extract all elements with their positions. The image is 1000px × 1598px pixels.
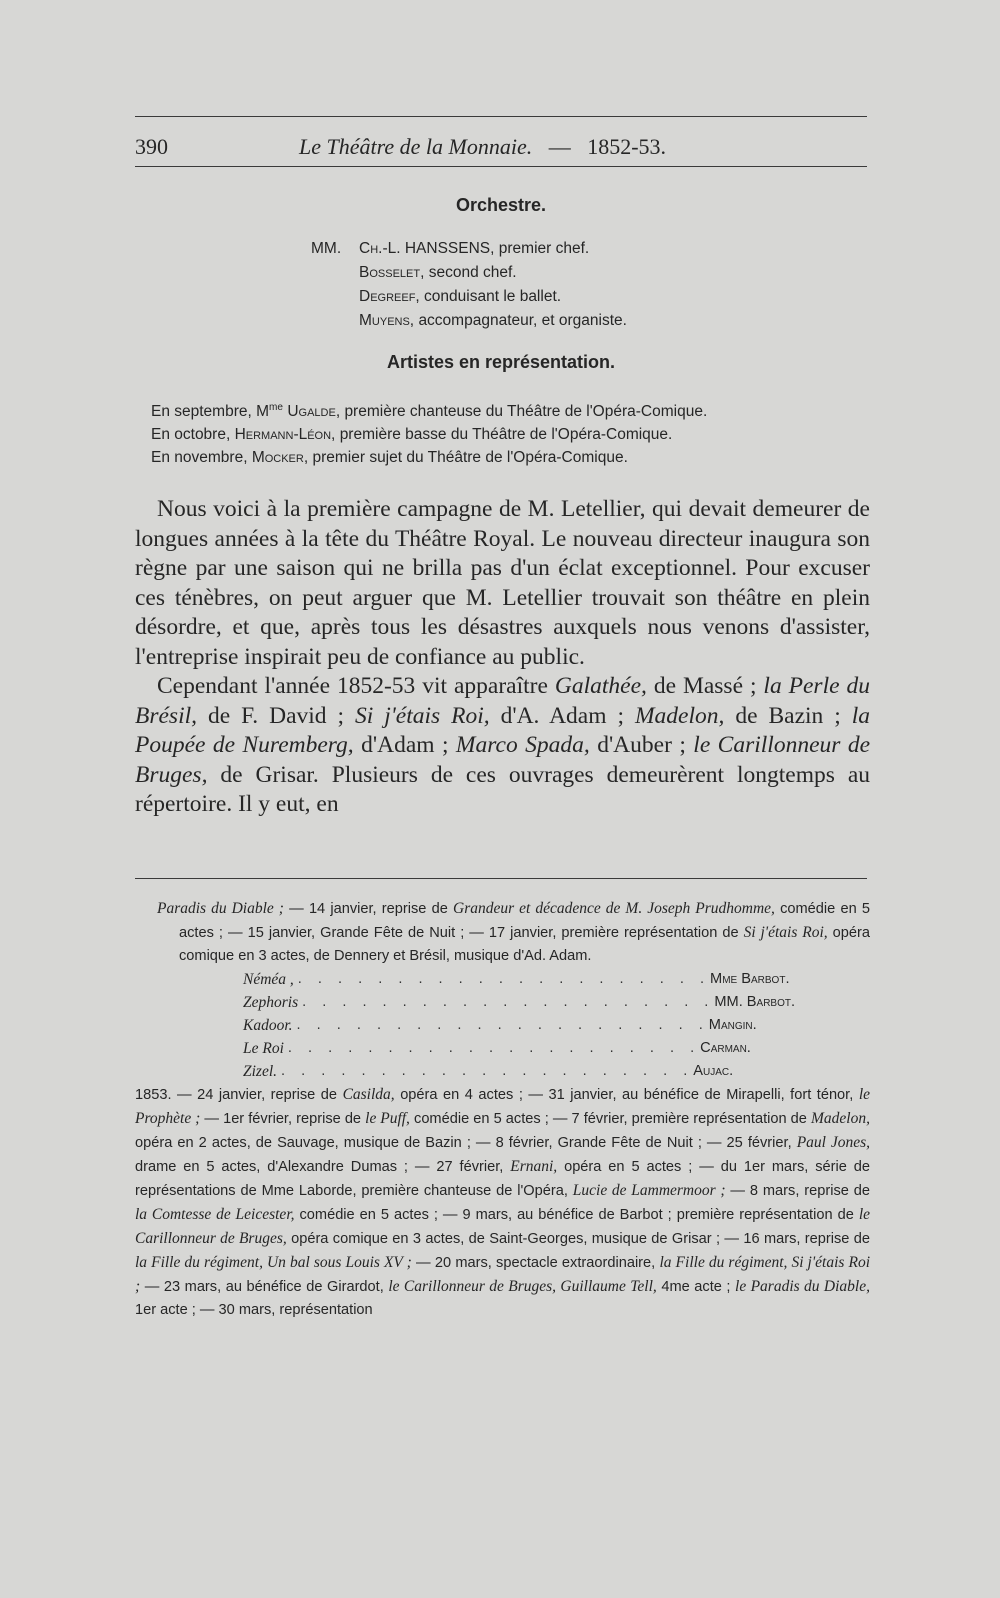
staff-name: Ch.-L.	[359, 240, 401, 257]
staff-role: second chef.	[428, 264, 517, 281]
italic-title: la Perle du Brésil,	[135, 673, 870, 729]
italic-title: la Fille du régiment, Si j'étais Roi ;	[135, 1254, 871, 1295]
cast-role: Zephoris	[243, 994, 299, 1011]
italic-title: le Prophète ;	[135, 1086, 870, 1127]
text-run: 1er acte ; — 30 mars, représentation	[135, 1302, 373, 1318]
text-run: opéra comique en 3 actes, de Saint-Georges, musique de Grisar ; — 16 mars, reprise de	[286, 1231, 870, 1247]
italic-title: Paul Jones,	[796, 1134, 870, 1151]
staff-role: premier chef.	[498, 240, 590, 257]
note-paragraph	[157, 897, 870, 968]
cast-actor: MM. Barbot.	[714, 994, 796, 1010]
staff-name-caps: HANSSENS,	[404, 240, 495, 257]
italic-title: Madelon,	[634, 702, 725, 729]
text-run: — 8 mars, reprise de	[725, 1183, 870, 1199]
text-run: 4me acte ;	[656, 1279, 736, 1295]
notes-rule	[135, 878, 867, 879]
italic-title: Galathée,	[554, 673, 647, 699]
italic-title: le Carillonneur de Bruges,	[135, 732, 871, 788]
cast-actor: Mme Barbot.	[710, 971, 790, 987]
italic-title: la Fille du régiment, Un bal sous Louis XV ;	[135, 1254, 412, 1271]
text-run: d'Adam ;	[353, 732, 456, 758]
dot-leader: . . . . . . . . . . . . . . . . . . . . .	[281, 1063, 694, 1079]
italic-title: le Paradis du Diable,	[735, 1278, 870, 1295]
text-run: 1853. — 24 janvier, reprise de	[135, 1087, 343, 1103]
italic-title: Marco Spada,	[455, 732, 590, 758]
orchestra-row	[311, 285, 627, 309]
staff-role: accompagnateur, et organiste.	[418, 312, 627, 329]
text-run: comédie en 5 actes ; — 9 mars, au bénéfice de Barbot ; première représentation de	[294, 1207, 859, 1223]
staff-name: Degreef,	[359, 288, 420, 305]
orchestra-heading: Orchestre.	[455, 195, 547, 215]
text-run: de Massé ;	[646, 673, 764, 699]
main-text	[135, 495, 870, 820]
text-run: opéra en 4 actes ; — 31 janvier, au bénéfice de Mirapelli, fort ténor,	[394, 1087, 859, 1103]
artist-name: Ugalde,	[287, 403, 341, 420]
text-run: — 20 mars, spectacle extraordinaire,	[411, 1255, 660, 1271]
artist-month: En novembre,	[151, 449, 252, 466]
text-run: Cependant l'année 1852-53 vit apparaître	[157, 673, 555, 699]
artist-role: première basse du Théâtre de l'Opéra-Comique.	[339, 426, 673, 443]
text-run: de Bazin ;	[724, 702, 852, 729]
italic-title: la Comtesse de Leicester,	[135, 1206, 295, 1223]
text-run: — 23 mars, au bénéfice de Girardot,	[140, 1279, 389, 1295]
orchestra-row	[311, 261, 627, 285]
artists-list	[151, 400, 707, 469]
italic-title: Si j'étais Roi,	[355, 702, 490, 729]
artist-line	[151, 400, 707, 423]
text-run: de Grisar. Plusieurs de ces ouvrages demeurèrent longtemps au répertoire. Il y eut, en	[135, 761, 870, 817]
top-rule	[135, 116, 867, 117]
italic-title: Ernani,	[510, 1158, 558, 1175]
text-run: de F. David ;	[197, 702, 355, 729]
text-run: comédie en 5 actes ; — 15 janvier, Grande Fête de Nuit ; — 17 janvier, première représentation de	[179, 901, 870, 941]
footnotes	[135, 897, 871, 1322]
italic-title: Lucie de Lammermoor ;	[572, 1182, 726, 1199]
text-run: drame en 5 actes, d'Alexandre Dumas ; — 27 février,	[135, 1159, 511, 1175]
cast-role: Zizel.	[243, 1063, 278, 1080]
cast-list	[243, 968, 870, 1083]
artist-line	[151, 423, 707, 446]
text-run: d'Auber ;	[589, 732, 694, 758]
artist-line	[151, 446, 707, 469]
dot-leader: . . . . . . . . . . . . . . . . . . . . .	[287, 1040, 701, 1056]
text-run: comédie en 5 actes ; — 7 février, première représentation de	[409, 1111, 811, 1127]
italic-title: Grandeur et décadence de M. Joseph Prudhomme,	[453, 900, 775, 917]
text-run: d'A. Adam ;	[489, 702, 635, 729]
paragraph-1: Nous voici à la première campagne de M. Letellier, qui devait demeurer de longues années à la tête du Théâtre Royal. Le nouveau directeur inaugura son règne par une saison qui ne brilla pas d'un éclat exceptionnel. Pour excuser ces ténèbres, on peut arguer que M. Letellier trouvait son théâtre en plein désordre, et que, après tous les désastres auxquels nous venons d'assister, l'entreprise inspirait peu de confiance au public.	[135, 496, 870, 670]
italic-title: Paradis du Diable ;	[157, 900, 284, 917]
artists-heading: Artistes en représentation.	[386, 352, 616, 372]
staff-name: Muyens,	[359, 312, 415, 329]
running-separator: —	[548, 134, 571, 159]
artist-month: En septembre, M	[151, 403, 270, 420]
cast-role: Kadoor.	[243, 1017, 293, 1034]
cast-actor: Carman.	[700, 1040, 751, 1056]
staff-role: conduisant le ballet.	[424, 288, 562, 305]
cast-actor: Mangin.	[708, 1017, 757, 1033]
paragraph-2	[135, 672, 870, 820]
italic-title: la Poupée de Nuremberg,	[135, 702, 870, 758]
orchestra-row	[311, 309, 627, 333]
artist-role: premier sujet du Théâtre de l'Opéra-Comique.	[312, 449, 628, 466]
staff-name: Bosselet,	[359, 264, 425, 281]
italic-title: le Carillonneur de Bruges,	[135, 1206, 870, 1247]
italic-title: Casilda,	[342, 1086, 395, 1103]
orchestra-list	[311, 237, 627, 333]
running-title-text: Le Théâtre de la Monnaie.	[299, 134, 533, 159]
running-header	[135, 132, 867, 162]
italic-title: le Puff,	[365, 1110, 410, 1127]
cast-row	[243, 1037, 763, 1060]
cast-role: Néméa ,	[243, 971, 294, 988]
cast-row	[243, 991, 796, 1014]
running-years: 1852-53.	[587, 134, 667, 159]
dot-leader: . . . . . . . . . . . . . . . . . . . . .	[296, 1017, 709, 1033]
dot-leader: . . . . . . . . . . . . . . . . . . . . .	[302, 994, 715, 1010]
cast-actor: Aujac.	[693, 1063, 734, 1079]
dot-leader: . . . . . . . . . . . . . . . . . . . . .	[297, 971, 711, 987]
text-run: — 14 janvier, reprise de	[283, 901, 454, 917]
page-number: 390	[135, 134, 168, 159]
artist-month: En octobre,	[151, 426, 235, 443]
mm-label: MM.	[311, 240, 342, 257]
italic-title: le Carillonneur de Bruges, Guillaume Tell,	[388, 1278, 657, 1295]
text-run: opéra en 2 actes, de Sauvage, musique de Bazin ; — 8 février, Grande Fête de Nuit ; — 25 février,	[135, 1135, 797, 1151]
note-paragraph-1853	[135, 1083, 870, 1322]
artist-name: Hermann-Léon,	[234, 426, 336, 443]
artist-name: Mocker,	[251, 449, 309, 466]
text-run: — 1er février, reprise de	[200, 1111, 366, 1127]
cast-row	[243, 968, 790, 991]
header-rule	[135, 166, 867, 167]
italic-title: Si j'étais Roi,	[743, 924, 828, 941]
artist-role: première chanteuse du Théâtre de l'Opéra-Comique.	[344, 403, 708, 420]
cast-role: Le Roi	[243, 1040, 284, 1057]
orchestra-row	[311, 237, 627, 261]
text-run: opéra en 5 actes ; — du 1er mars, série de représentations de Mme Laborde, première chanteuse de l'Opéra,	[135, 1159, 871, 1199]
text-run: opéra comique en 3 actes, de Dennery et Brésil, musique d'Ad. Adam.	[179, 925, 870, 964]
running-title	[299, 134, 666, 160]
cast-row	[243, 1060, 763, 1083]
artist-title-sup: me	[269, 401, 284, 413]
cast-row	[243, 1014, 763, 1037]
italic-title: Madelon,	[811, 1110, 870, 1127]
